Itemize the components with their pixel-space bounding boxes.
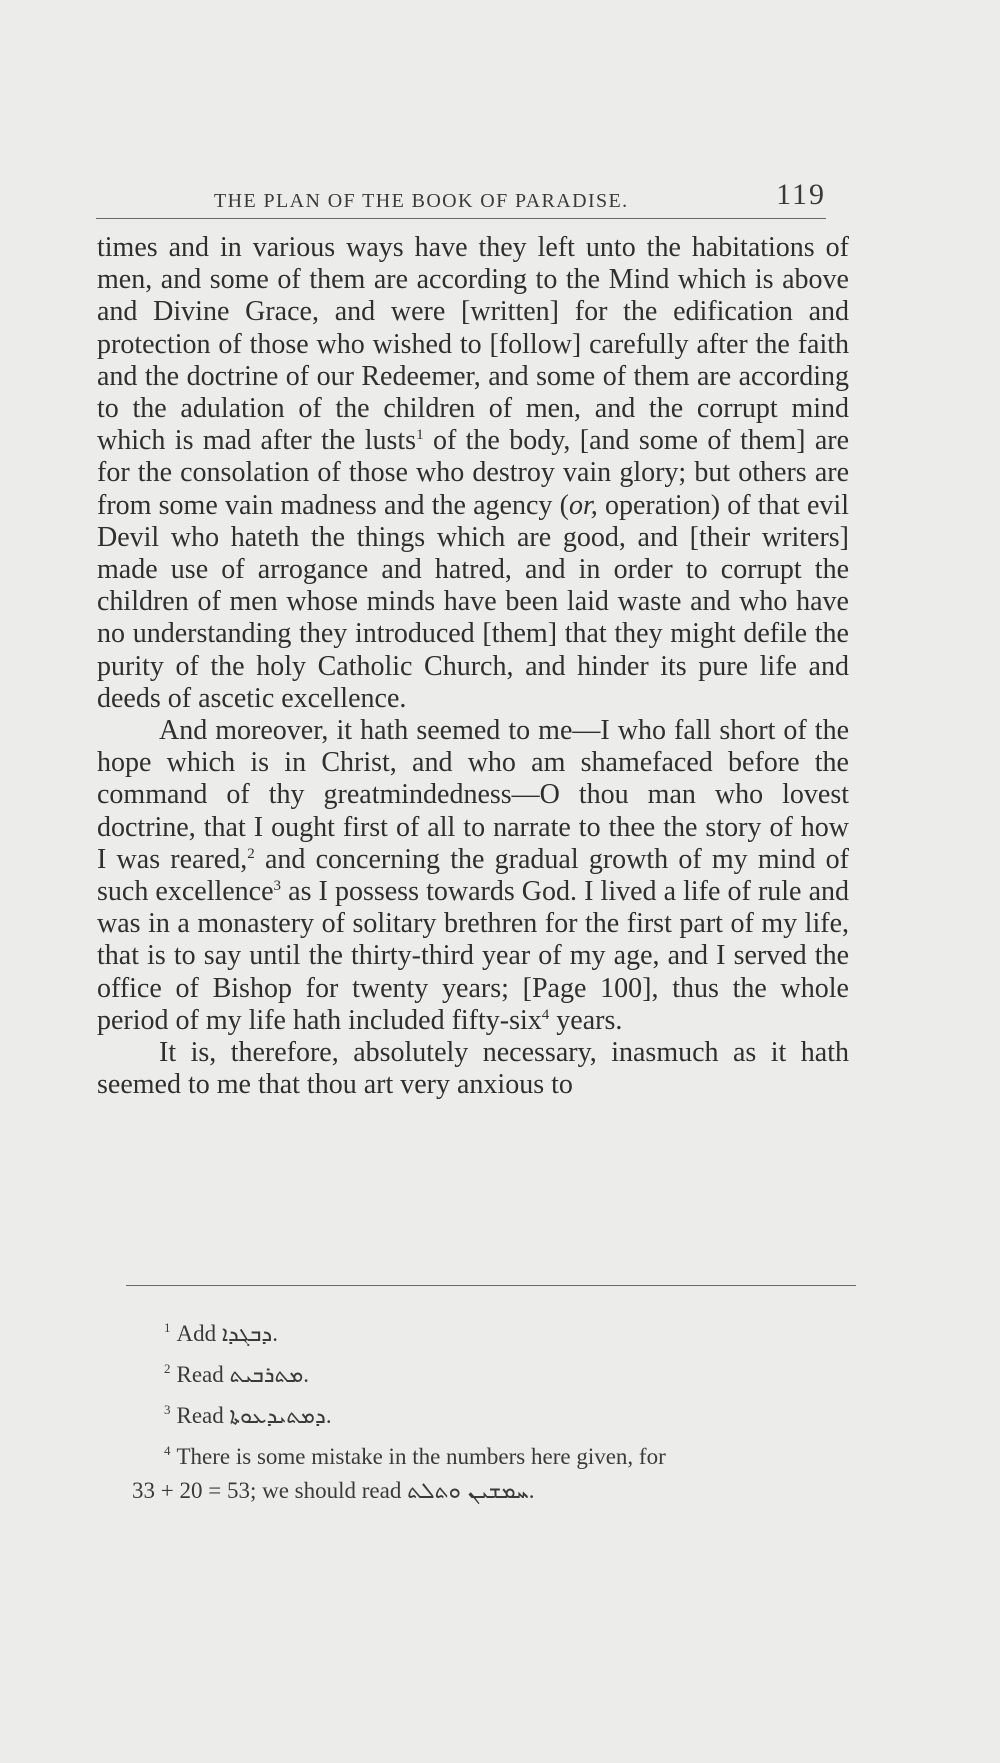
- footnote-4: $^4$ There is some mistake in the numbers here given, for: [164, 1443, 666, 1469]
- footnote-rule: [126, 1285, 856, 1286]
- running-title: THE PLAN OF THE BOOK OF PARADISE.: [214, 190, 629, 212]
- syriac-word: ܕܒܓܕܐ: [221, 1322, 273, 1347]
- footnote-ref-2: 2: [247, 845, 255, 862]
- syriac-word: ܡܬܪܒܝܬ: [229, 1363, 304, 1388]
- footnote-2: $^2$ Read ܡܬܪܒܝܬ.: [164, 1361, 310, 1388]
- paragraph-3: It is, therefore, absolutely necessary, inasmuch as it hath seemed to me that thou art very anxious to: [97, 1037, 849, 1101]
- italic-or: or,: [568, 489, 598, 521]
- syriac-phrase: ܚܡܫܝܢ ܘܬܠܬ: [407, 1479, 529, 1504]
- running-head: [96, 178, 826, 219]
- footnote-ref-3: 3: [273, 878, 282, 895]
- page-number: 119: [776, 178, 826, 211]
- paragraph-1: times and in various ways have they left unto the habitations of men, and some of them are according to the Mind which is above and Divine Grace, and were [written] for the edification and protection of those who wished to [follow] carefully after the faith and the doctrine of our Redeemer, and some of them are according to the adulation of the children of men, and the corrupt mind which is mad after the lusts$^1$ of the body, [and some of them] are for the consolation of those who destroy vain glory; but others are from some vain madness and the agency (or, operation) of that evil Devil who hateth the things which are good, and [their writers] made use of arrogance and hatred, and in order to corrupt the children of men whose minds have been laid waste and who have no understanding they introduced [them] that they might defile the purity of the holy Catholic Church, and hinder its pure life and deeds of ascetic excellence.: [97, 232, 849, 714]
- footnote-ref-4: 4: [541, 1006, 550, 1023]
- body-text: [97, 232, 849, 1101]
- footnotes: [132, 1311, 872, 1509]
- syriac-word: ܕܡܬܝܕܥܘܬܐ: [229, 1404, 326, 1429]
- paragraph-2: And moreover, it hath seemed to me—I who fall short of the hope which is in Christ, and who am shamefaced before the command of thy greatmindedness—O thou man who lovest doctrine, that I ought first of all to narrate to thee the story of how I was reared,$^2$ and concerning the gradual growth of my mind of such excellence$^3$ as I possess towards God. I lived a life of rule and was in a monastery of solitary brethren for the first part of my life, that is to say until the thirty-third year of my age, and I served the office of Bishop for twenty years; [Page 100], thus the whole period of my life hath included fifty-six$^4$ years.: [97, 715, 849, 1036]
- footnote-ref-1: 1: [416, 427, 424, 444]
- footnote-3: $^3$ Read ܕܡܬܝܕܥܘܬܐ.: [164, 1402, 332, 1429]
- footnote-1: $^1$ Add ܕܒܓܕܐ.: [164, 1320, 279, 1347]
- footnote-4-continuation: 33 + 20 = 53; we should read ܚܡܫܝܢ ܘܬܠܬ.: [132, 1478, 535, 1504]
